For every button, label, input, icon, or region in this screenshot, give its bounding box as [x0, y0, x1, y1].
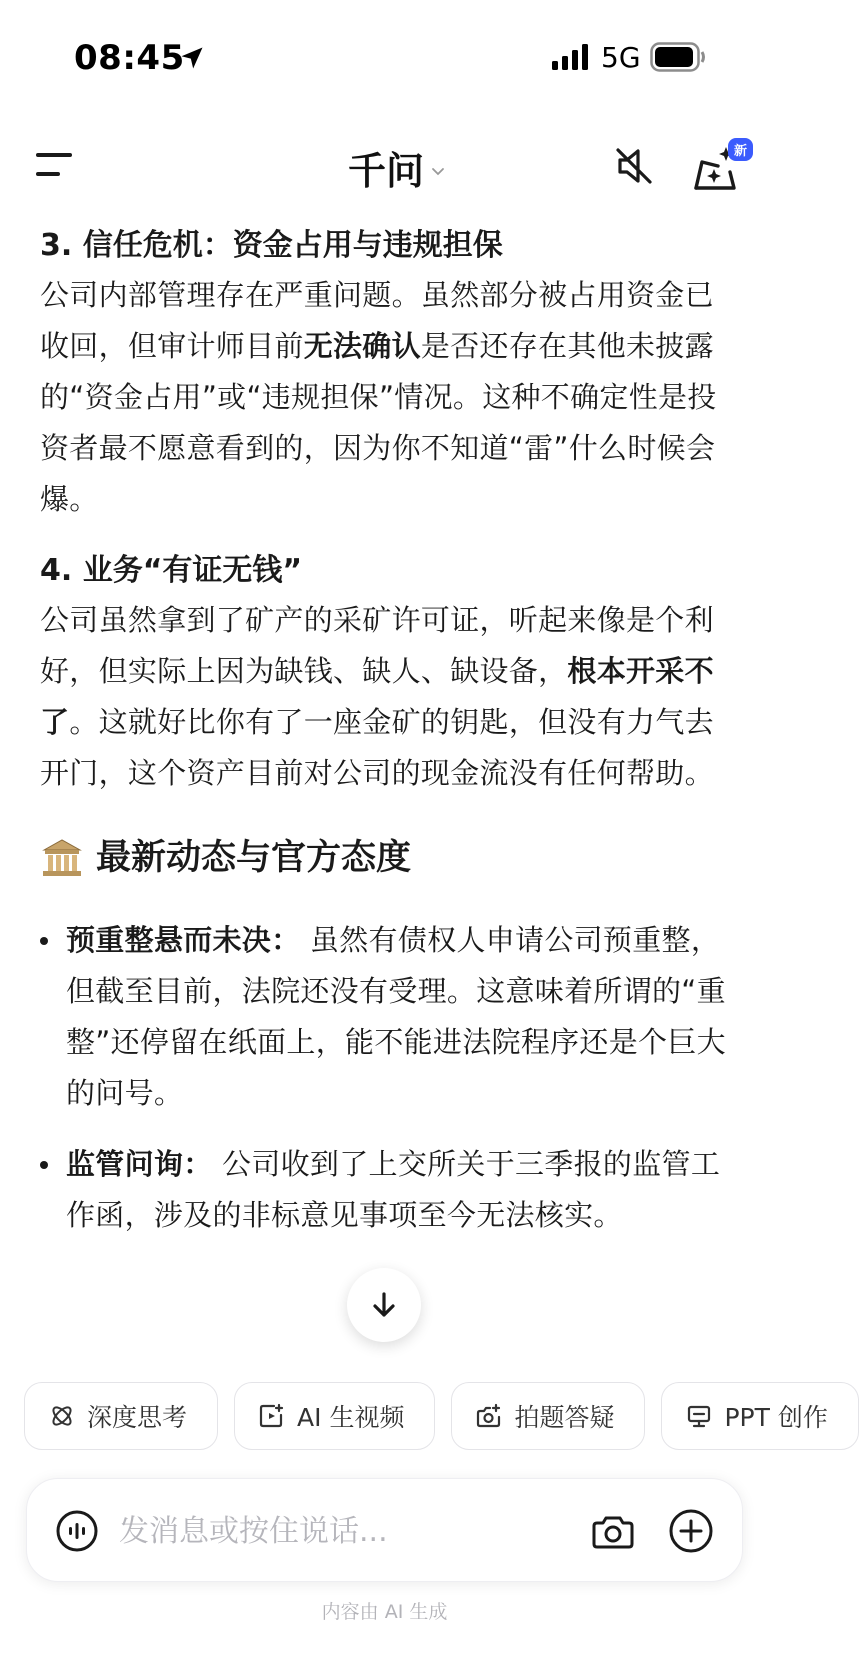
list-item-text: 虽然有债权人申请公司预重整，但截至目前，法院还没有受理。这意味着所谓的“重整”还停留在纸面上，能不能进法院程序还是个巨大的问号。	[66, 923, 726, 1110]
paragraph-text: 公司虽然拿到了矿产的采矿许可证，听起来像是个利好，但实际上因为缺钱、缺人、缺设备，	[40, 603, 714, 688]
paragraph-bold: 根本开采不了	[40, 654, 714, 739]
top-nav-bar	[0, 130, 769, 200]
paragraph-text: 是否还存在其他未披露的“资金占用”或“违规担保”情况。这种不确定性是投资者最不愿意看到的，因为你不知道“雷”什么时候会爆。	[40, 329, 717, 516]
ppt-icon	[686, 1403, 712, 1429]
status-bar	[0, 0, 769, 112]
ai-disclaimer: 内容由 AI 生成	[321, 1601, 448, 1623]
section-paragraph	[40, 270, 740, 525]
latest-news-title: 最新动态与官方态度	[96, 838, 412, 878]
list-item-text: 公司收到了上交所关于三季报的监管工作函，涉及的非标意见事项至今无法核实。	[66, 1147, 721, 1232]
arrow-down-icon	[369, 1290, 399, 1320]
speaker-muted-icon[interactable]	[612, 144, 656, 188]
camera-icon[interactable]	[591, 1509, 635, 1553]
paragraph-text: 。这就好比你有了一座金矿的钥匙，但没有力气去开门，这个资产目前对公司的现金流没有任何帮助。	[40, 705, 714, 790]
chip-label: PPT 创作	[724, 1403, 828, 1432]
section-trust-crisis	[40, 222, 740, 525]
new-chat-button[interactable]	[690, 140, 748, 194]
location-arrow-icon	[178, 44, 206, 72]
section-paragraph	[40, 595, 740, 799]
chevron-down-icon	[430, 163, 446, 179]
chip-label: AI 生视频	[297, 1403, 405, 1432]
add-icon[interactable]	[668, 1508, 714, 1554]
video-gen-icon	[259, 1403, 285, 1429]
quick-action-chips	[24, 1382, 828, 1452]
scroll-to-bottom-button[interactable]	[347, 1268, 421, 1342]
classical-building-icon	[40, 836, 84, 880]
message-composer	[26, 1478, 743, 1582]
section-business	[40, 547, 740, 799]
list-item	[40, 1139, 740, 1241]
section-heading: 3. 信任危机：资金占用与违规担保	[40, 228, 503, 263]
battery-icon	[650, 42, 706, 72]
chip-deep-think[interactable]	[24, 1382, 218, 1450]
chat-message-content	[40, 222, 740, 1261]
list-item-label: 预重整悬而未决：	[66, 923, 301, 957]
network-type: 5G	[601, 41, 641, 74]
message-input[interactable]	[119, 1505, 539, 1557]
paragraph-bold: 无法确认	[303, 329, 421, 363]
page-title: 千问	[348, 149, 425, 193]
bullet-dot	[40, 1161, 48, 1169]
latest-news-heading	[40, 833, 740, 883]
list-item	[40, 915, 740, 1119]
voice-input-icon[interactable]	[55, 1509, 99, 1553]
status-time: 08:45	[74, 38, 185, 78]
menu-icon[interactable]	[34, 150, 76, 180]
bullet-dot	[40, 937, 48, 945]
cellular-signal-icon	[552, 44, 592, 70]
paragraph-text: 公司内部管理存在严重问题。虽然部分被占用资金已收回，但审计师目前	[40, 278, 714, 363]
chip-label: 拍题答疑	[514, 1403, 615, 1432]
model-selector[interactable]	[348, 140, 446, 195]
list-item-label: 监管问询：	[66, 1147, 213, 1181]
chip-photo-question[interactable]	[451, 1382, 645, 1450]
new-badge: 新	[728, 138, 753, 161]
section-heading: 4. 业务“有证无钱”	[40, 553, 303, 588]
camera-question-icon	[476, 1403, 502, 1429]
deep-think-icon	[49, 1403, 75, 1429]
chip-ppt[interactable]	[661, 1382, 858, 1450]
chip-label: 深度思考	[87, 1403, 188, 1432]
chip-ai-video[interactable]	[234, 1382, 435, 1450]
